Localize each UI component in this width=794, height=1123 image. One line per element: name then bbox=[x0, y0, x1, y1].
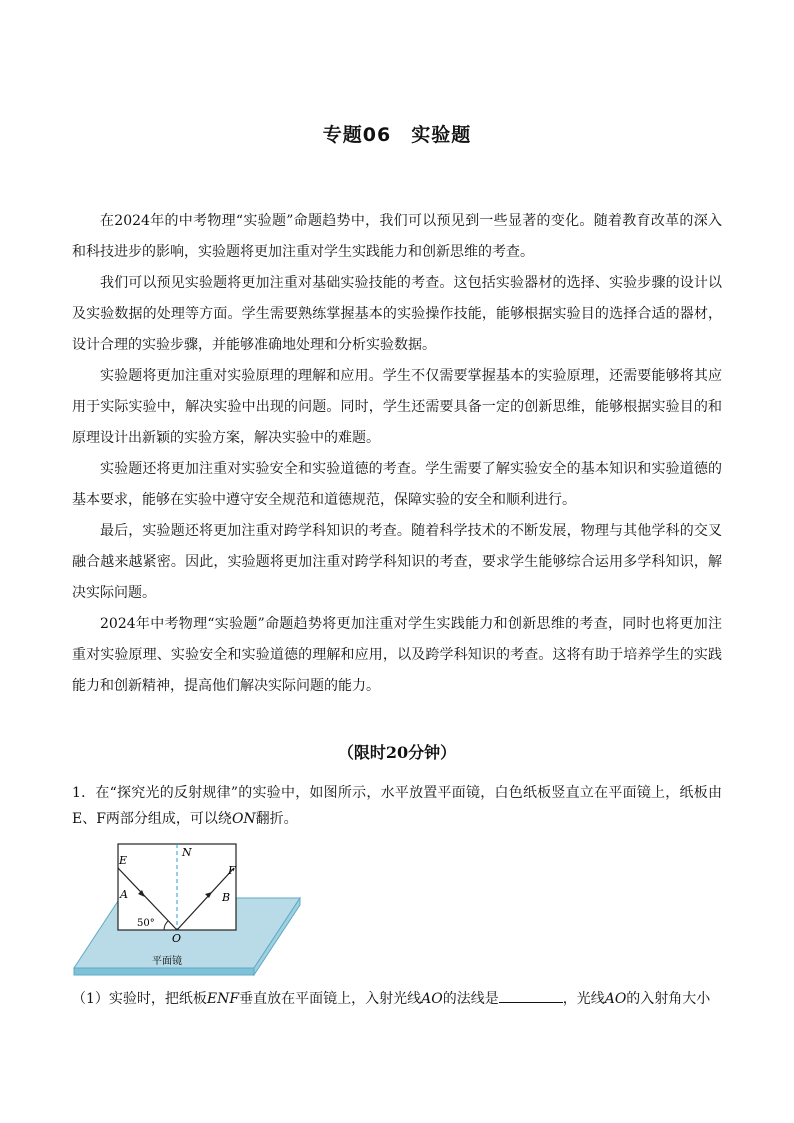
paragraph: 在2024年的中考物理“实验题”命题趋势中，我们可以预见到一些显著的变化。随着教育改革的深入和科技进步的影响，实验题将更加注重对学生实践能力和创新思维的考查。 bbox=[72, 213, 722, 260]
paragraph: 2024年中考物理“实验题”命题趋势将更加注重对学生实践能力和创新思维的考查，同时也将更加注重对实验原理、实验安全和实验道德的理解和应用，以及跨学科知识的考查。这将有助于培养学生的实践能力和创新精神，提高他们解决实际问题的能力。 bbox=[72, 616, 722, 694]
label-a: A bbox=[120, 888, 128, 901]
angle-label: 50° bbox=[137, 918, 155, 929]
q1-p1-text: 的法线是 bbox=[442, 991, 499, 1007]
q1-p1-text: ，光线 bbox=[562, 991, 605, 1007]
q1-p1-text: 的入射角大小 bbox=[626, 991, 711, 1007]
label-o: O bbox=[172, 932, 182, 945]
intro-text bbox=[72, 206, 722, 702]
time-limit: （限时20分钟） bbox=[337, 743, 457, 762]
label-n: N bbox=[182, 846, 192, 859]
paragraph: 实验题将更加注重对实验原理的理解和应用。学生不仅需要掌握基本的实验原理，还需要能够将其应用于实际实验中，解决实验中出现的问题。同时，学生还需要具备一定的创新思维，能够根据实验目的和原理设计出新颖的实验方案，解决实验中的难题。 bbox=[72, 368, 722, 446]
q1-stem-text-end: 翻折。 bbox=[255, 811, 298, 827]
paragraph: 实验题还将更加注重对实验安全和实验道德的考查。学生需要了解实验安全的基本知识和实验道德的基本要求，能够在实验中遵守安全规范和道德规范，保障实验的安全和顺利进行。 bbox=[72, 461, 722, 508]
mirror-front bbox=[74, 968, 254, 975]
mirror-label: 平面镜 bbox=[152, 956, 182, 967]
question-1-part-1 bbox=[72, 986, 722, 1012]
q1-stem-text: 1．在“探究光的反射规律”的实验中，如图所示，水平放置平面镜，白色纸板竖直立在平面镜上，纸板由E、F两部分组成，可以绕 bbox=[72, 785, 722, 827]
mirror-diagram bbox=[72, 842, 302, 978]
label-e: E bbox=[119, 854, 128, 867]
answer-blank[interactable] bbox=[499, 988, 563, 1003]
paragraph: 我们可以预见实验题将更加注重对基础实验技能的考查。这包括实验器材的选择、实验步骤的设计以及实验数据的处理等方面。学生需要熟练掌握基本的实验操作技能，能够根据实验目的选择合适的器材，设计合理的实验步骤，并能够准确地处理和分析实验数据。 bbox=[72, 275, 722, 353]
paragraph: 最后，实验题还将更加注重对跨学科知识的考查。随着科学技术的不断发展，物理与其他学科的交叉融合越来越紧密。因此，实验题将更加注重对跨学科知识的考查，要求学生能够综合运用多学科知识，解决实际问题。 bbox=[72, 523, 722, 601]
label-f: F bbox=[228, 864, 236, 877]
q1-stem-var: ON bbox=[231, 811, 256, 827]
q1-p1-text: 垂直放在平面镜上，入射光线 bbox=[239, 991, 422, 1007]
q1-p1-var: AO bbox=[421, 991, 443, 1007]
reflection-figure bbox=[72, 842, 302, 982]
page-title: 专题06 实验题 bbox=[322, 124, 472, 146]
question-1-stem bbox=[72, 780, 722, 832]
label-b: B bbox=[222, 891, 231, 904]
q1-p1-var: ENF bbox=[206, 991, 240, 1007]
q1-p1-var: AO bbox=[604, 991, 627, 1007]
q1-p1-text: （1）实验时，把纸板 bbox=[72, 991, 207, 1007]
